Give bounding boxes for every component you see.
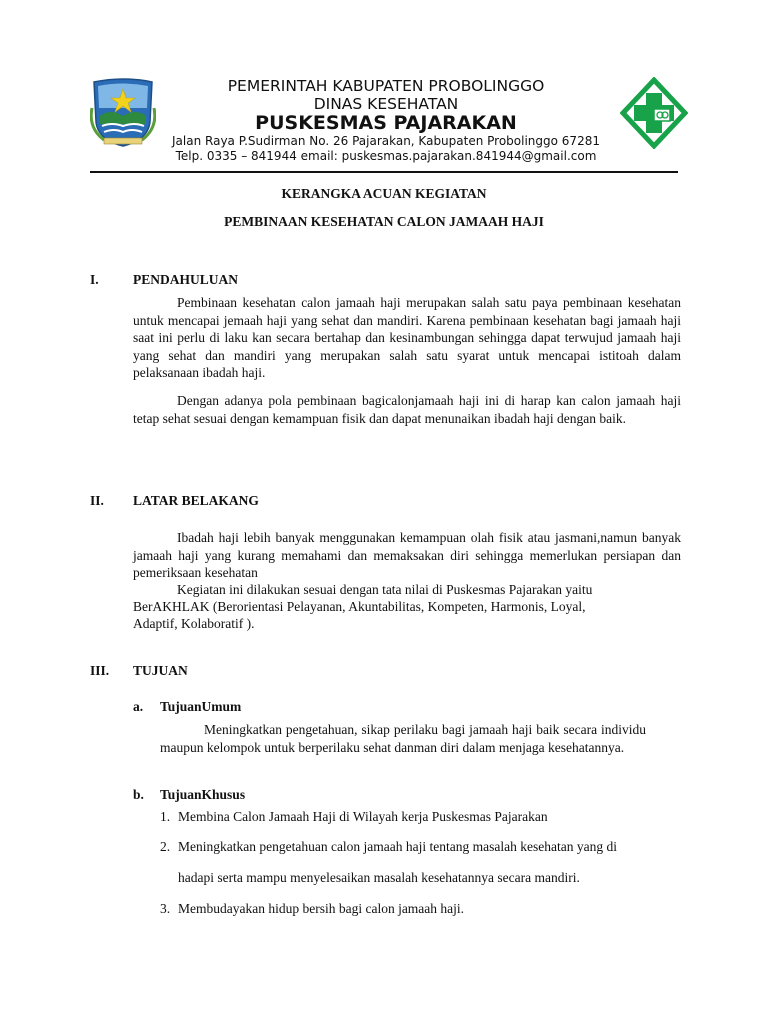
section-title: LATAR BELAKANG: [133, 493, 259, 508]
list-item: Membudayakan hidup bersih bagi calon jamaah haji.: [178, 901, 465, 916]
list-item-number: 2.: [160, 839, 171, 854]
section-number: I.: [90, 272, 99, 287]
puskesmas-cross-icon: [620, 77, 688, 149]
paragraph-line: Kegiatan ini dilakukan sesuai dengan tata nilai di Puskesmas Pajarakan yaitu: [177, 582, 593, 597]
address: Jalan Raya P.Sudirman No. 26 Pajarakan, Kabupaten Probolinggo 67281: [172, 134, 600, 148]
contact-line: Telp. 0335 – 841944 email: puskesmas.pajarakan.841944@gmail.com: [175, 149, 597, 163]
list-item-number: 3.: [160, 901, 171, 916]
paragraph: Pembinaan kesehatan calon jamaah haji merupakan salah satu paya pembinaan kesehatan untuk mencapai jemaah haji yang sehat dan mandiri. Karena pembinaan kesehatan bagi jamaah haji saat ini perlu di laku kan secara bertahap dan kesinambungan sehingga dapat terwujud jamaah haji yang sehat dan mandiri yang merupakan salah satu syarat untuk mencapai istitoah dalam pelaksanaan ibadah haji.: [133, 295, 681, 380]
paragraph: Dengan adanya pola pembinaan bagicalonjamaah haji ini di harap kan calon jamaah haji tetap sehat sesuai dengan kemampuan fisik dan dapat menunaikan ibadah haji dengan baik.: [133, 393, 681, 426]
gov-name: PEMERINTAH KABUPATEN PROBOLINGGO: [227, 77, 545, 95]
section-number: III.: [90, 663, 110, 678]
document-title: KERANGKA ACUAN KEGIATAN: [281, 186, 487, 201]
paragraph: Ibadah haji lebih banyak menggunakan kemampuan olah fisik atau jasmani,namun banyak jamaah haji yang kurang memahami dan memaksakan diri sehingga memerlukan persiapan dan pemeriksaan kesehatan: [133, 530, 681, 580]
list-item-continuation: hadapi serta mampu menyelesaikan masalah kesehatannya secara mandiri.: [178, 870, 580, 885]
regency-emblem-icon: [90, 78, 156, 148]
section-title: PENDAHULUAN: [133, 272, 239, 287]
paragraph-line: BerAKHLAK (Berorientasi Pelayanan, Akuntabilitas, Kompeten, Harmonis, Loyal,: [133, 599, 586, 614]
subsection-title: TujuanKhusus: [160, 787, 246, 802]
section-number: II.: [90, 493, 104, 508]
org-name: PUSKESMAS PAJARAKAN: [255, 112, 517, 134]
header-divider: [90, 171, 678, 173]
list-item: Membina Calon Jamaah Haji di Wilayah kerja Puskesmas Pajarakan: [178, 809, 548, 824]
subsection-title: TujuanUmum: [160, 699, 242, 714]
list-item: Meningkatkan pengetahuan calon jamaah haji tentang masalah kesehatan yang di: [178, 839, 617, 854]
paragraph-line: Adaptif, Kolaboratif ).: [133, 616, 255, 631]
subsection-label: a.: [133, 699, 144, 714]
dept-name: DINAS KESEHATAN: [313, 95, 459, 113]
section-title: TUJUAN: [133, 663, 188, 678]
document-subtitle: PEMBINAAN KESEHATAN CALON JAMAAH HAJI: [224, 214, 544, 229]
list-item-number: 1.: [160, 809, 171, 824]
paragraph: Meningkatkan pengetahuan, sikap perilaku bagi jamaah haji baik secara individu maupun kelompok untuk berperilaku sehat danman diri dalam menjaga kesehatannya.: [160, 722, 646, 755]
subsection-label: b.: [133, 787, 144, 802]
